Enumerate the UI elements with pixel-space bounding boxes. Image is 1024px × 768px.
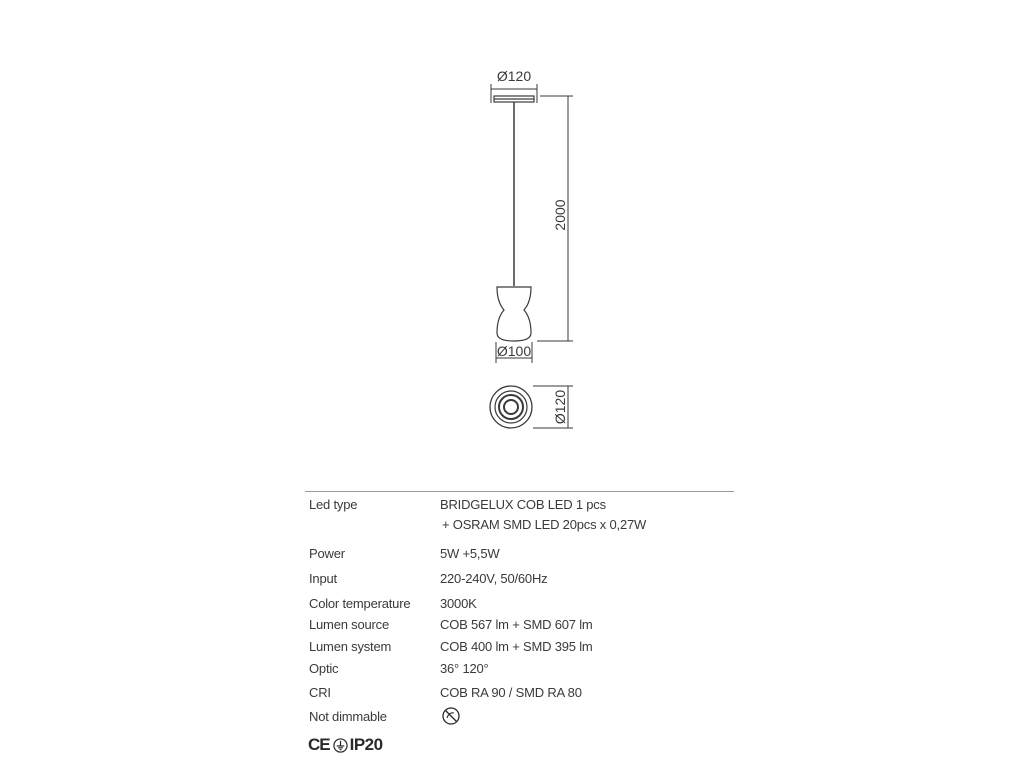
protective-earth-icon — [333, 738, 348, 753]
spec-value: BRIDGELUX COB LED 1 pcs — [440, 497, 606, 512]
not-dimmable-icon — [441, 706, 461, 726]
ceiling-canopy — [494, 96, 534, 102]
spec-value: COB RA 90 / SMD RA 80 — [440, 685, 582, 700]
spec-label: Lumen system — [309, 639, 392, 654]
spec-value: 220-240V, 50/60Hz — [440, 571, 548, 586]
spec-value: 36° 120° — [440, 661, 489, 676]
spec-label: Color temperature — [309, 596, 411, 611]
pendant-shade — [497, 287, 531, 341]
ip-rating: IP20 — [349, 735, 383, 754]
spec-value: COB 567 lm + SMD 607 lm — [440, 617, 593, 632]
spec-label: Input — [309, 571, 337, 586]
spec-value: 5W +5,5W — [440, 546, 500, 561]
bottom-view — [490, 386, 532, 428]
shade-diameter-label: Ø100 — [496, 343, 532, 359]
certification-marks — [308, 735, 383, 755]
bottom-diameter-label: Ø120 — [552, 389, 568, 425]
spec-label: CRI — [309, 685, 331, 700]
spec-label: Optic — [309, 661, 339, 676]
spec-label: Power — [309, 546, 345, 561]
spec-divider — [305, 491, 734, 492]
spec-label: Lumen source — [309, 617, 389, 632]
height-label: 2000 — [552, 199, 568, 231]
spec-value: + OSRAM SMD LED 20pcs x 0,27W — [442, 517, 647, 532]
spec-value: COB 400 lm + SMD 395 lm — [440, 639, 593, 654]
spec-label: Not dimmable — [309, 709, 387, 724]
spec-label: Led type — [309, 497, 358, 512]
ce-mark: CE — [308, 735, 330, 754]
spec-value: 3000K — [440, 596, 477, 611]
canopy-diameter-label: Ø120 — [496, 68, 532, 84]
